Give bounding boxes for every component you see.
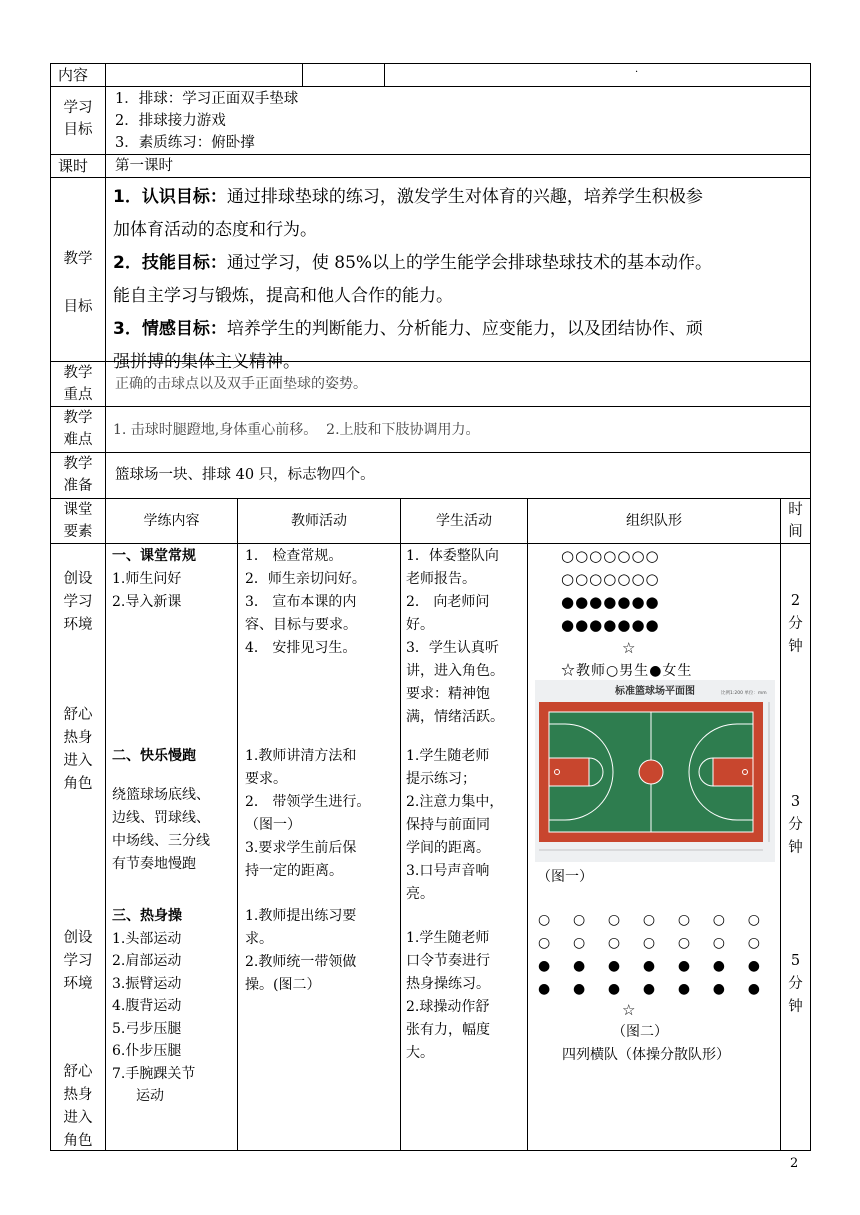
center-circle xyxy=(639,760,663,784)
formation-legend: ☆教师○男生●女生 xyxy=(561,663,693,679)
page-number: 2 xyxy=(790,1156,799,1171)
section1-teacher: 1． 检查常规。 2．师生亲切问好。 3． 宣布本课的内 容、目标与要求。 4． 安排见习生。 xyxy=(245,548,366,656)
court-diagram xyxy=(535,680,775,862)
section3-title: 三、热身操 xyxy=(112,908,182,924)
content-label: 内容 xyxy=(58,66,89,84)
section2-teacher: 1.教师讲清方法和 要求。 2． 带领学生进行。 （图一） 3.要求学生前后保 持一定的距离。 xyxy=(245,748,371,879)
section2-content: 二、快乐慢跑 绕篮球场底线、 边线、罚球线、 中场线、三分线 有节奏地慢跑 xyxy=(112,745,210,876)
boys-spread-row: ○ ○ ○ ○ ○ ○ ○ xyxy=(538,935,760,951)
goal-item: 1．排球：学习正面双手垫球 xyxy=(115,91,299,107)
teacher-star-icon: ☆ xyxy=(622,639,637,657)
preparation-value: 篮球场一块、排球 40 只，标志物四个。 xyxy=(115,467,375,483)
emotion-title: 3．情感目标： xyxy=(113,319,227,339)
key-points-value: 正确的击球点以及双手正面垫球的姿势。 xyxy=(115,376,367,392)
section2-student: 1.学生随老师 提示练习； 2.注意力集中， 保持与前面同 学间的距离。 3.口号声音响 亮。 xyxy=(406,748,504,902)
court-title: 标准篮球场平面图 xyxy=(615,686,695,697)
goal-item: 2．排球接力游戏 xyxy=(115,113,226,129)
cognitive-title: 1．认识目标： xyxy=(113,187,227,207)
formation2-caption: （图二） xyxy=(612,1024,668,1040)
section1-student: 1．体委整队向 老师报告。 2． 向老师问 好。 3．学生认真听 讲，进入角色。 要求：精神饱 满，情绪活跃。 xyxy=(406,548,504,725)
section2-title: 二、快乐慢跑 xyxy=(112,748,196,764)
stage-label-warmup: 舒心 热身 进入 角色 xyxy=(63,707,93,792)
section3-time: 5 分 钟 xyxy=(788,953,803,1015)
formation2 xyxy=(538,909,760,1001)
lesson-label: 课时 xyxy=(58,157,89,175)
lesson-value: 第一课时 xyxy=(115,158,173,174)
stage-label-create: 创设 学习 环境 xyxy=(63,571,93,633)
time-header: 时 间 xyxy=(788,502,803,540)
goal-item: 3．素质练习：俯卧撑 xyxy=(115,135,255,151)
boys-spread-row: ○ ○ ○ ○ ○ ○ ○ xyxy=(538,912,760,928)
section1-content: 一、课堂常规 1.师生问好 2.导入新课 xyxy=(112,545,196,614)
girls-row: ●●●●●●● xyxy=(561,593,660,611)
stage-label-warmup-2: 舒心 热身 进入 角色 xyxy=(63,1064,93,1149)
preparation-label: 教学 准备 xyxy=(63,456,93,494)
skill-title: 2．技能目标： xyxy=(113,253,227,273)
objectives-text: 1．认识目标：通过排球垫球的练习，激发学生对体育的兴趣，培养学生积极参 加体育活动的态度和行为。 2．技能目标：通过学习，使 85%以上的学生能学会排球垫球技术的基本动作。 能自主学习与锻炼，提高和他人合作的能力。 3．情感目标：培养学生的判断能力、分析能力、应变能力，以及团结协作、顽 强拼搏的集体主义精神。 xyxy=(113,187,713,372)
stage-label-create-2: 创设 学习 环境 xyxy=(63,930,93,992)
formation2-description: 四列横队（体操分散队形） xyxy=(562,1047,730,1063)
goals-label: 学习 目标 xyxy=(63,100,93,138)
teacher-header: 教师活动 xyxy=(291,513,347,529)
content-header: 学练内容 xyxy=(143,513,200,529)
formation-header: 组织队形 xyxy=(626,513,682,529)
difficulties-value: 1. 击球时腿蹬地,身体重心前移。 2.上肢和下肢协调用力。 xyxy=(113,422,480,438)
girls-spread-row: ● ● ● ● ● ● ● xyxy=(538,958,760,974)
girls-spread-row: ● ● ● ● ● ● ● xyxy=(538,981,760,997)
key-points-label: 教学 重点 xyxy=(63,365,93,403)
court-subtitle: 比例1:200 单位：mm xyxy=(721,691,767,696)
court-caption: （图一） xyxy=(537,869,593,885)
objectives-label: 教学 目标 xyxy=(63,251,93,315)
section3-student: 1.学生随老师 口令节奏进行 热身操练习。 2.球操动作舒 张有力，幅度 大。 xyxy=(406,930,490,1061)
header-dot: · xyxy=(635,67,639,78)
difficulties-label: 教学 难点 xyxy=(63,410,93,448)
section2-time: 3 分 钟 xyxy=(788,794,803,856)
boys-row: ○○○○○○○ xyxy=(561,570,660,588)
goals-list xyxy=(115,88,298,154)
section1-time: 2 分 钟 xyxy=(788,593,803,655)
section3-content: 三、热身操 1.头部运动 2.肩部运动 3.振臂运动 4.腹背运动 5.弓步压腿 6.仆步压腿 7.手腕踝关节 运动 xyxy=(112,905,195,1108)
basketball-court-svg xyxy=(535,680,775,862)
girls-row: ●●●●●●● xyxy=(561,616,660,634)
section1-title: 一、课堂常规 xyxy=(112,548,196,564)
stage-header: 课堂 要素 xyxy=(63,502,93,540)
boys-row: ○○○○○○○ xyxy=(561,547,660,565)
section3-teacher: 1.教师提出练习要 求。 2.教师统一带领做 操。(图二） xyxy=(245,908,357,993)
teacher-star-icon: ☆ xyxy=(622,1001,636,1019)
student-header: 学生活动 xyxy=(436,513,492,529)
